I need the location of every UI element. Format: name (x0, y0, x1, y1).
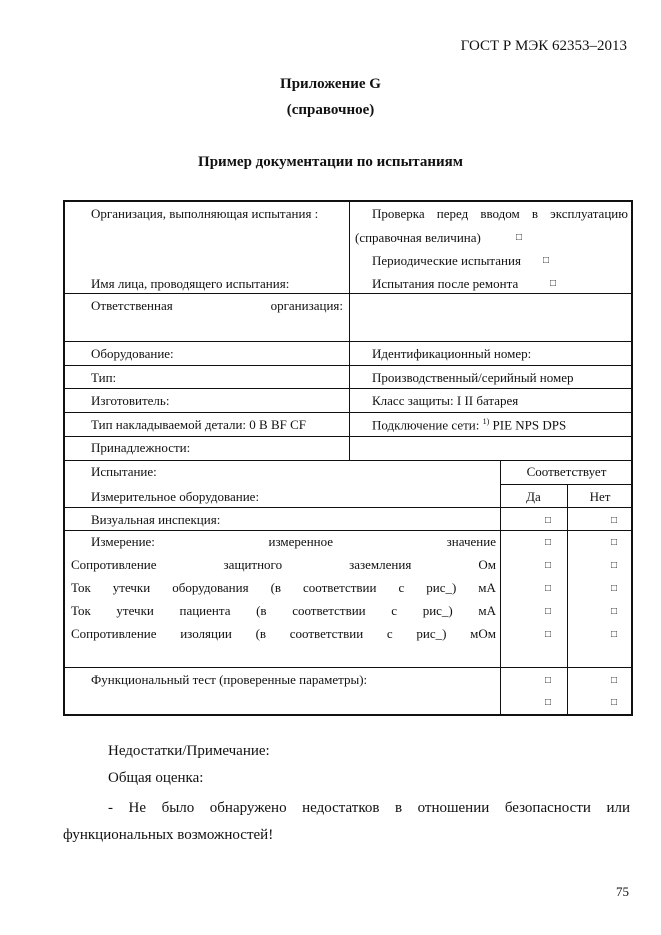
measurement-header (91, 535, 496, 548)
yes-no-divider (500, 484, 631, 485)
serial-label: Производственный/серийный номер (372, 370, 574, 385)
word: перед (436, 206, 469, 221)
accessories-label: Принадлежности: (91, 440, 191, 455)
word: с (398, 580, 405, 595)
applied-part-label: Тип накладываемой детали: 0 B BF CF (91, 417, 307, 432)
mains-values: PIE NPS DPS (492, 417, 567, 433)
word: рис_) (426, 580, 457, 595)
standard-number: ГОСТ Р МЭК 62353–2013 (460, 38, 627, 54)
manufacturer-label: Изготовитель: (91, 393, 170, 408)
row-insulation-resistance (71, 627, 496, 640)
deficiencies-label: Недостатки/Примечание: (108, 743, 270, 759)
test-label: Испытание: (91, 464, 157, 479)
word: (в (270, 580, 282, 595)
functional-test-label: Функциональный тест (проверенные параметры): (91, 672, 368, 687)
word: значение (446, 534, 496, 549)
mains-connection-label (372, 418, 566, 431)
row-divider (65, 365, 631, 366)
row-divider (65, 341, 631, 342)
word: защитного (223, 557, 283, 572)
column-divider (349, 202, 350, 460)
after-repair-label: Испытания после ремонта (372, 276, 519, 291)
checkbox-equip-leak-yes[interactable]: □ (545, 583, 552, 594)
measuring-equipment-label: Измерительное оборудование: (91, 489, 260, 504)
word: мА (478, 580, 496, 595)
word: Сопротивление (71, 557, 157, 572)
checkbox-visual-no[interactable]: □ (611, 515, 618, 526)
word: недостатков (302, 800, 380, 816)
footnote-ref: 1) (482, 417, 490, 426)
checkbox-after-repair[interactable]: □ (550, 278, 557, 289)
checkbox-equip-leak-no[interactable]: □ (611, 583, 618, 594)
word: мА (478, 603, 496, 618)
row-divider (65, 507, 631, 508)
word: с (386, 626, 393, 641)
checkbox-functional-yes-1[interactable]: □ (545, 675, 552, 686)
row-patient-leakage (71, 604, 496, 617)
word: рис_) (416, 626, 447, 641)
overall-assessment-label: Общая оценка: (108, 770, 204, 786)
checkbox-insulation-yes[interactable]: □ (545, 629, 552, 640)
word: мОм (470, 626, 496, 641)
checkbox-earth-yes[interactable]: □ (545, 560, 552, 571)
word: Ом (478, 557, 496, 572)
row-earth-resistance (71, 558, 496, 571)
word: соответствии (303, 580, 377, 595)
complies-header: Соответствует (526, 464, 607, 479)
word: пациента (179, 603, 231, 618)
page-number: 75 (616, 884, 629, 899)
word: рис_) (422, 603, 453, 618)
responsible-org-label (91, 299, 343, 312)
checkbox-patient-leak-no[interactable]: □ (611, 606, 618, 617)
checkbox-functional-yes-2[interactable]: □ (545, 697, 552, 708)
word: эксплуатацию (550, 206, 628, 221)
word: отношении (417, 800, 490, 816)
checkbox-patient-leak-yes[interactable]: □ (545, 606, 552, 617)
equipment-label: Оборудование: (91, 346, 174, 361)
org-label: Организация, выполняющая испытания : (91, 206, 319, 221)
yes-header: Да (526, 489, 541, 504)
row-divider (65, 436, 631, 437)
word: оборудования (172, 580, 249, 595)
word: Ток (71, 603, 91, 618)
word: или (606, 800, 630, 816)
row-divider (65, 388, 631, 389)
row-divider (65, 530, 631, 531)
word: в (531, 206, 539, 221)
row-divider (65, 667, 631, 668)
check-before-ref: (справочная величина) (355, 230, 481, 245)
word: обнаружено (209, 800, 287, 816)
word: с (391, 603, 398, 618)
word: (в (255, 626, 267, 641)
test-documentation-form (63, 200, 633, 716)
word: заземления (349, 557, 412, 572)
checkbox-visual-yes[interactable]: □ (545, 515, 552, 526)
column-divider (567, 484, 568, 716)
checkbox-periodic[interactable]: □ (543, 255, 550, 266)
row-divider (65, 460, 631, 461)
word: Проверка (372, 206, 425, 221)
protection-class-label: Класс защиты: I II батарея (372, 393, 519, 408)
type-label: Тип: (91, 370, 117, 385)
word: Измерение: (91, 534, 155, 549)
word: Не (128, 800, 147, 816)
checkbox-earth-no[interactable]: □ (611, 560, 618, 571)
statement-line (108, 801, 630, 816)
row-equipment-leakage (71, 581, 496, 594)
checkbox-functional-no-1[interactable]: □ (611, 675, 618, 686)
word: организация: (270, 298, 343, 313)
check-before-label (372, 207, 628, 220)
word: Сопротивление (71, 626, 157, 641)
word: вводом (480, 206, 520, 221)
checkbox-measurement-yes[interactable]: □ (545, 537, 552, 548)
appendix-title: Приложение G (280, 76, 381, 92)
document-title: Пример документации по испытаниям (198, 154, 463, 170)
visual-inspection-label: Визуальная инспекция: (91, 512, 221, 527)
word: было (161, 800, 195, 816)
checkbox-measurement-no[interactable]: □ (611, 537, 618, 548)
word: в (394, 800, 403, 816)
statement-end: функциональных возможностей! (63, 827, 274, 843)
checkbox-insulation-no[interactable]: □ (611, 629, 618, 640)
row-divider (65, 293, 631, 294)
word: соответствии (292, 603, 366, 618)
mains-text: Подключение сети: (372, 417, 480, 433)
word: (в (256, 603, 267, 618)
word: утечки (112, 580, 151, 595)
no-header: Нет (589, 489, 611, 504)
word: утечки (116, 603, 154, 618)
word: изоляции (180, 626, 232, 641)
checkbox-before-commissioning[interactable]: □ (516, 232, 523, 243)
word: Ток (71, 580, 91, 595)
appendix-type: (справочное) (286, 102, 375, 118)
tester-label: Имя лица, проводящего испытания: (91, 276, 290, 291)
word: безопасности (504, 800, 591, 816)
row-divider (65, 412, 631, 413)
identification-label: Идентификационный номер: (372, 346, 532, 361)
word: соответствии (289, 626, 364, 641)
periodic-label: Периодические испытания (372, 253, 521, 268)
checkbox-functional-no-2[interactable]: □ (611, 697, 618, 708)
word: - (108, 800, 113, 816)
word: измеренное (268, 534, 334, 549)
word: Ответственная (91, 298, 173, 313)
